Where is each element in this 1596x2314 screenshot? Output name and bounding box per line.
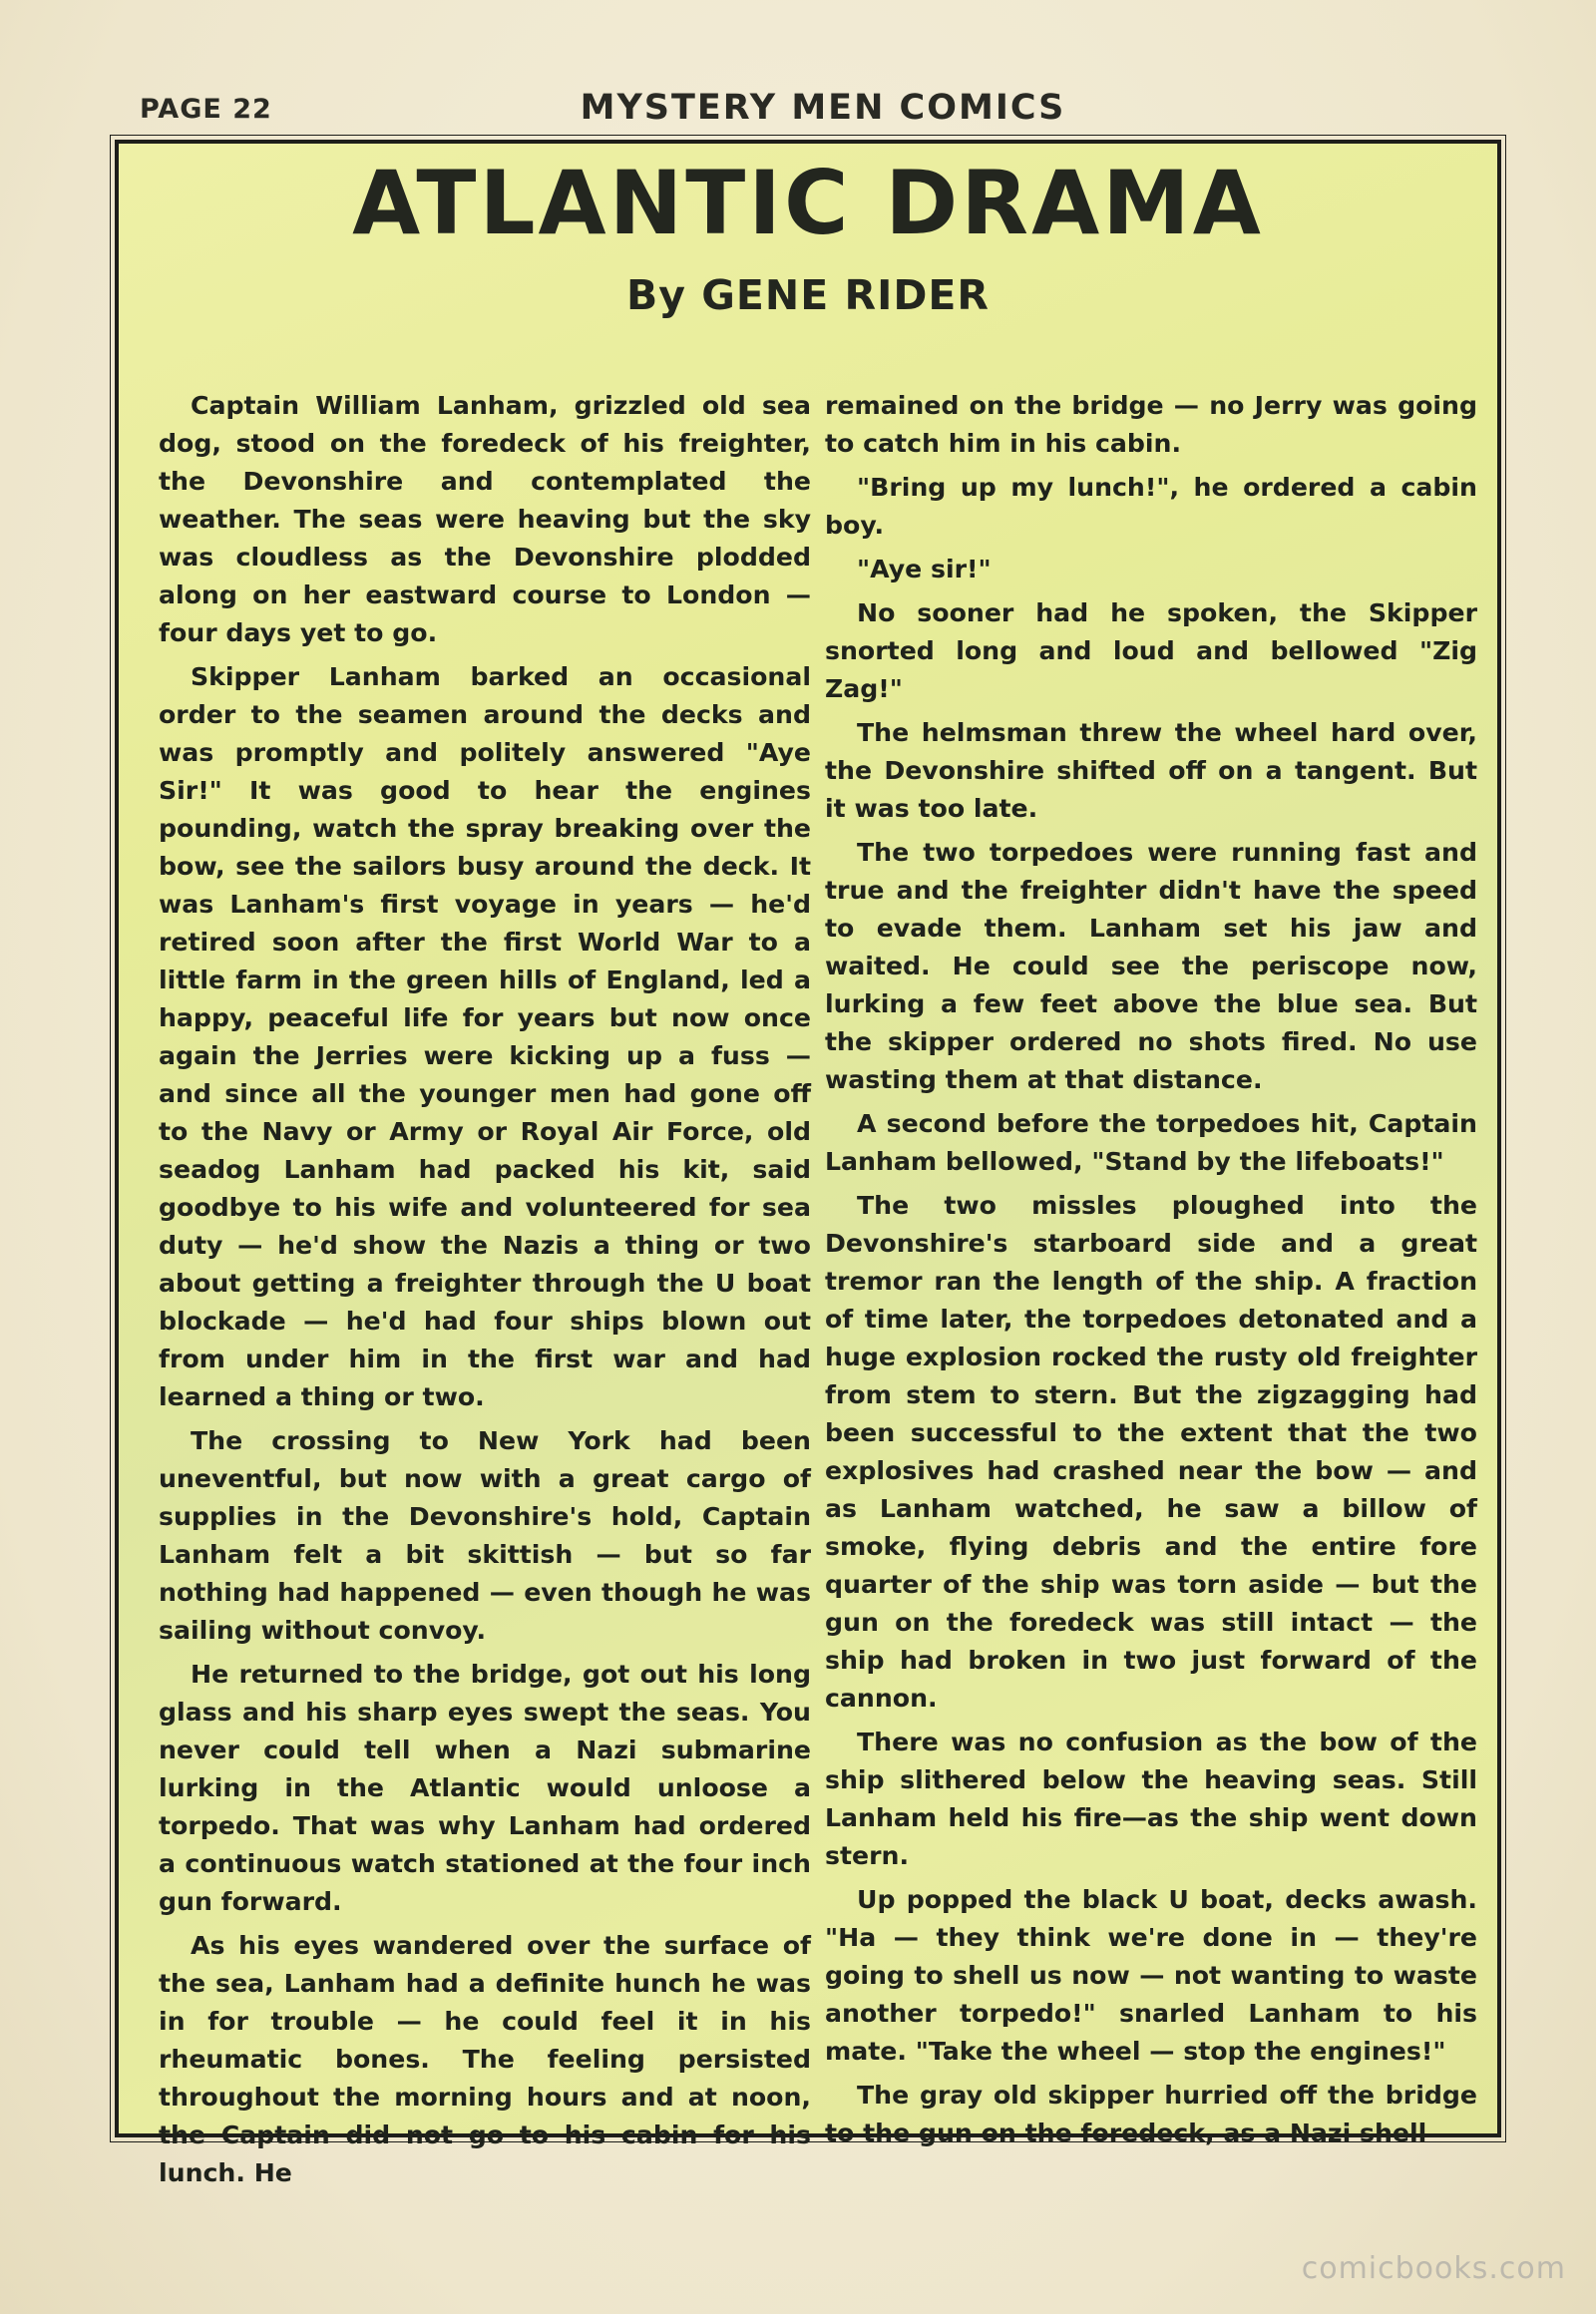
paragraph: A second before the torpedoes hit, Captain Lanham bellowed, "Stand by the lifeboats!" [825, 1109, 1477, 1176]
paragraph: Skipper Lanham barked an occasional order to the seamen around the decks and was promptly and politely answered "Aye Sir!" It was good to hear the engines pounding, watch the spray breaking over the bow, see the sailors busy around the deck. It was Lanham's first voyage in years — he'd retired soon after the first World War to a little farm in the green hills of England, led a happy, peaceful life for years but now once again the Jerries were kicking up a fuss — and since all the younger men had gone off to the Navy or Army or Royal Air Force, old seadog Lanham had packed his kit, said goodbye to his wife and volunteered for sea duty — he'd show the Nazis a thing or two about getting a freighter through the U boat blockade — he'd had four ships blown out from under him in the first war and had learned a thing or two. [159, 662, 811, 1411]
paragraph: As his eyes wandered over the surface of the sea, Lanham had a definite hunch he was in for trouble — he could feel it in his rheumatic bones. The feeling persisted throughout the morning hours and at noon, the Captain did not go to his cabin for his lunch. He [159, 1931, 811, 2187]
paragraph: He returned to the bridge, got out his long glass and his sharp eyes swept the seas. You never could tell when a Nazi submarine lurking in the Atlantic would unloose a torpedo. That was why Lanham had ordered a continuous watch stationed at the four inch gun forward. [159, 1660, 811, 1916]
paragraph: The two missles ploughed into the Devonshire's starboard side and a great tremor ran the length of the ship. A fraction of time later, the torpedoes detonated and a huge explosion rocked the rusty old freighter from stem to stern. But the zigzagging had been successful to the extent that the two explosives had crashed near the bow — and as Lanham watched, he saw a billow of smoke, flying debris and the entire fore quarter of the ship was torn aside — but the gun on the foredeck was still intact — the ship had broken in two just forward of the cannon. [825, 1191, 1477, 1713]
running-head [140, 88, 1506, 138]
paragraph: No sooner had he spoken, the Skipper snorted long and loud and bellowed "Zig Zag!" [825, 598, 1477, 703]
paragraph: Captain William Lanham, grizzled old sea dog, stood on the foredeck of his freighter, the Devonshire and contemplated the weather. The seas were heaving but the sky was cloudless as the Devonshire plodded along on her eastward course to London — four days yet to go. [159, 391, 811, 647]
paragraph: The helmsman threw the wheel hard over, the Devonshire shifted off on a tangent. But it was too late. [825, 718, 1477, 823]
paragraph-continuation: remained on the bridge — no Jerry was going to catch him in his cabin. [825, 391, 1477, 458]
left-column [159, 387, 811, 2198]
story-panel [115, 140, 1501, 2187]
paragraph: "Aye sir!" [857, 555, 992, 583]
magazine-title: MYSTERY MEN COMICS [580, 88, 1066, 128]
paragraph: The crossing to New York had been uneventful, but now with a great cargo of supplies in the Devonshire's hold, Captain Lanham felt a bit skittish — but so far nothing had happened — even though he was sailing without convoy. [159, 1426, 811, 1645]
story-title: ATLANTIC DRAMA [352, 152, 1264, 254]
paragraph: The gray old skipper hurried off the bridge to the gun on the foredeck, as a Nazi shell [825, 2081, 1477, 2147]
paragraph: There was no confusion as the bow of the ship slithered below the heaving seas. Still Lanham held his fire—as the ship went down stern. [825, 1728, 1477, 1870]
paragraph: Up popped the black U boat, decks awash. "Ha — they think we're done in — they're going to shell us now — not wanting to waste another torpedo!" snarled Lanham to his mate. "Take the wheel — stop the engines!" [825, 1885, 1477, 2066]
paragraph: "Bring up my lunch!", he ordered a cabin boy. [825, 473, 1477, 540]
paragraph: The two torpedoes were running fast and true and the freighter didn't have the speed to evade them. Lanham set his jaw and waited. He could see the periscope now, lurking a few feet above the blue sea. But the skipper ordered no shots fired. No use wasting them at that distance. [825, 838, 1477, 1094]
watermark: comicbooks.com [1301, 2251, 1566, 2286]
page-number: PAGE 22 [140, 94, 272, 125]
story-byline: By GENE RIDER [626, 271, 990, 319]
right-column [825, 387, 1477, 2158]
